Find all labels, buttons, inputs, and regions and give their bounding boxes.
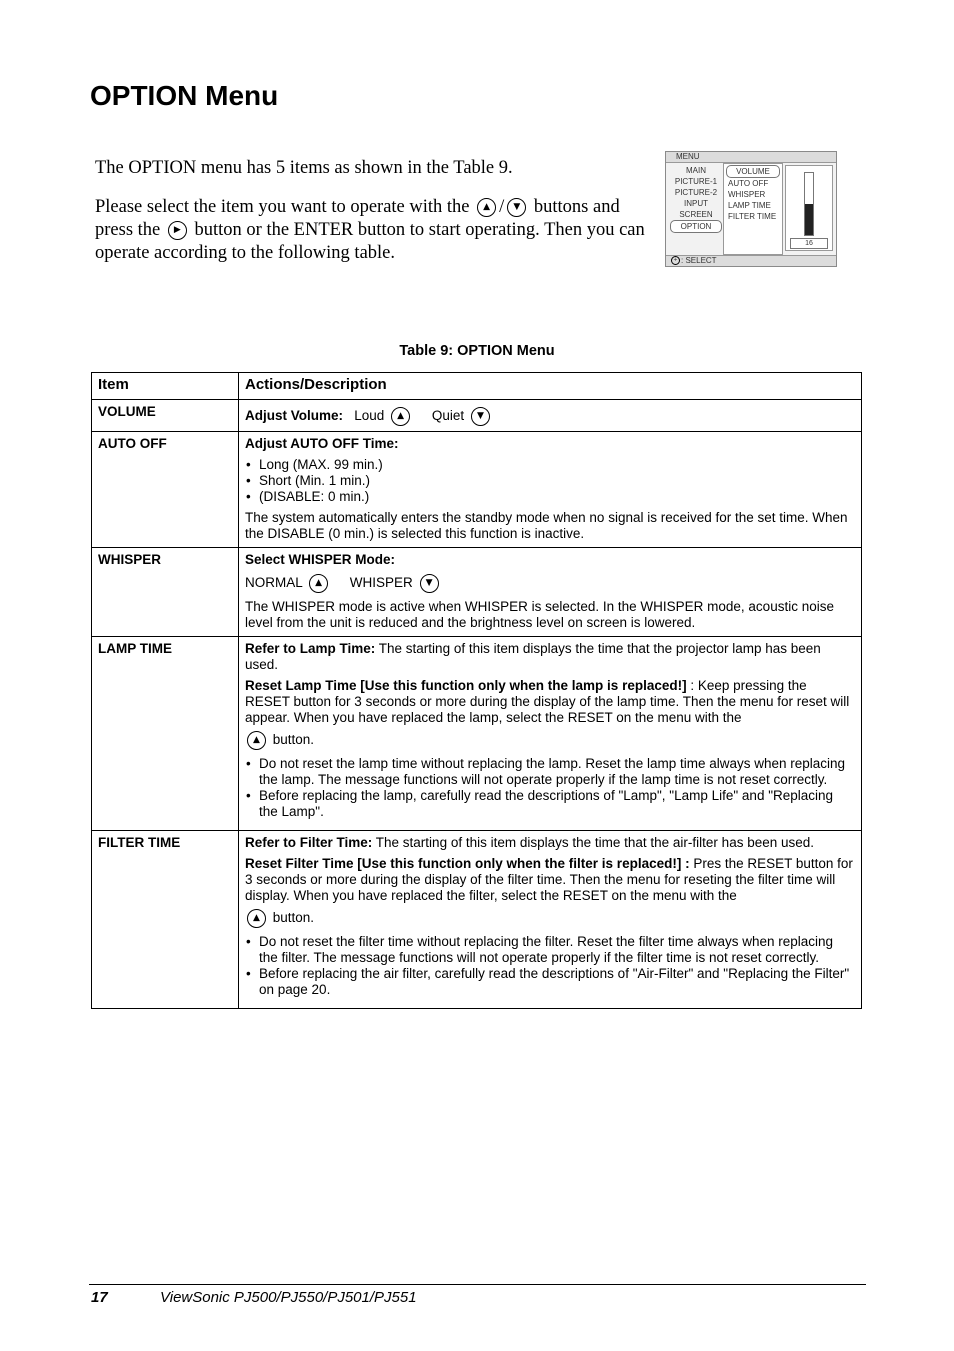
table-caption: Table 9: OPTION Menu bbox=[399, 343, 555, 359]
filter-reset-text: Pres the RESET button for 3 seconds or more during the display of the filter time. Then the menu for reseting the filter time will display. When you have replaced the filter, select the RESET on the menu with the bbox=[245, 856, 853, 903]
list-item: • Do not reset the lamp time without replacing the lamp. Reset the lamp time always when replacing the lamp. The message functions will not operate properly if the lamp time is not reset correctly. bbox=[245, 756, 855, 788]
up-arrow-circle-icon: ▲ bbox=[309, 574, 328, 593]
list-item: • Short (Min. 1 min.) bbox=[245, 473, 855, 489]
desc-volume bbox=[239, 400, 862, 432]
filter-ref-label: Refer to Filter Time: bbox=[245, 835, 373, 850]
lamp-button-word: button. bbox=[272, 732, 315, 748]
list-item: • Do not reset the filter time without replacing the filter. Reset the filter time always when replacing the filter. The message functions will not operate properly if the filter time is not reset correctly. bbox=[245, 934, 855, 966]
submenu-item-auto-off: AUTO OFF bbox=[728, 179, 769, 188]
list-item: • Long (MAX. 99 min.) bbox=[245, 457, 855, 473]
intro-text-a: Please select the item you want to operate with the bbox=[95, 197, 470, 217]
filter-button-word: button. bbox=[272, 910, 315, 926]
down-arrow-circle-icon: ▼ bbox=[507, 198, 526, 217]
table-row-volume bbox=[92, 400, 862, 432]
page-title: OPTION Menu bbox=[90, 80, 279, 111]
table-header-row bbox=[92, 373, 862, 400]
product-name: ViewSonic PJ500/PJ550/PJ501/PJ551 bbox=[160, 1289, 417, 1306]
item-filter-time: FILTER TIME bbox=[92, 831, 239, 1009]
right-arrow-circle-icon: ▶ bbox=[168, 221, 187, 240]
submenu-item-volume: VOLUME bbox=[726, 165, 780, 178]
page-number: 17 bbox=[91, 1289, 108, 1306]
menu-footer bbox=[666, 255, 836, 266]
loud-label: Loud bbox=[354, 408, 385, 424]
whisper-option-label: WHISPER bbox=[349, 575, 413, 591]
submenu-item-whisper: WHISPER bbox=[728, 190, 766, 199]
list-item: • Before replacing the lamp, carefully read the descriptions of "Lamp", "Lamp Life" and "Replacing the Lamp". bbox=[245, 788, 855, 820]
desc-auto-off bbox=[239, 432, 862, 548]
filter-time-list bbox=[245, 934, 855, 998]
header-actions: Actions/Description bbox=[239, 373, 862, 400]
lamp-reset-text: : Keep pressing the RESET button for 3 seconds or more during the display of the lamp time. Then the menu for reset will appear. When you have replaced the lamp, select the RESET on the menu with the bbox=[245, 678, 850, 725]
header-item: Item bbox=[92, 373, 239, 400]
volume-gauge-panel bbox=[785, 165, 833, 251]
table-row-lamp-time bbox=[92, 637, 862, 831]
table-row-filter-time bbox=[92, 831, 862, 1009]
up-arrow-circle-icon: ▲ bbox=[391, 407, 410, 426]
intro-paragraph-2 bbox=[95, 196, 645, 265]
menu-middle-column bbox=[723, 163, 783, 255]
menu-item-picture-1: PICTURE-1 bbox=[674, 177, 718, 186]
select-dpad-icon: + bbox=[671, 256, 680, 265]
intro-paragraph-1: The OPTION menu has 5 items as shown in the Table 9. bbox=[95, 158, 513, 178]
item-auto-off: AUTO OFF bbox=[92, 432, 239, 548]
intro-sep: / bbox=[499, 197, 505, 217]
lamp-ref-label: Refer to Lamp Time: bbox=[245, 641, 376, 656]
desc-filter-time bbox=[239, 831, 862, 1009]
filter-reset-label: Reset Filter Time [Use this function only when the filter is replaced!] : bbox=[245, 856, 690, 871]
option-menu-table bbox=[91, 372, 862, 1009]
submenu-item-lamp-time: LAMP TIME bbox=[728, 201, 771, 210]
item-volume: VOLUME bbox=[92, 400, 239, 432]
up-arrow-circle-icon: ▲ bbox=[247, 731, 266, 750]
volume-gauge-fill bbox=[805, 204, 813, 235]
auto-off-label: Adjust AUTO OFF Time: bbox=[245, 436, 399, 451]
item-lamp-time: LAMP TIME bbox=[92, 637, 239, 831]
menu-item-input: INPUT bbox=[684, 199, 708, 208]
up-arrow-circle-icon: ▲ bbox=[247, 909, 266, 928]
quiet-label: Quiet bbox=[431, 408, 465, 424]
menu-item-main: MAIN bbox=[686, 166, 706, 175]
up-arrow-circle-icon: ▲ bbox=[477, 198, 496, 217]
whisper-note: The WHISPER mode is active when WHISPER is selected. In the WHISPER mode, acoustic noise level from the unit is reduced and the brightness level on screen is lowered. bbox=[245, 599, 834, 630]
menu-header: MENU bbox=[666, 152, 836, 163]
lamp-ref-text: The starting of this item displays the time that the projector lamp has been used. bbox=[245, 641, 821, 672]
menu-item-picture-2: PICTURE-2 bbox=[674, 188, 718, 197]
volume-label: Adjust Volume: bbox=[245, 408, 344, 424]
lamp-time-list bbox=[245, 756, 855, 820]
down-arrow-circle-icon: ▼ bbox=[471, 407, 490, 426]
list-item: • (DISABLE: 0 min.) bbox=[245, 489, 855, 505]
desc-whisper bbox=[239, 548, 862, 637]
auto-off-note: The system automatically enters the standby mode when no signal is received for the set time. When the DISABLE (0 min.) is selected this function is inactive. bbox=[245, 510, 848, 541]
desc-lamp-time bbox=[239, 637, 862, 831]
menu-left-column bbox=[670, 165, 722, 233]
normal-label: NORMAL bbox=[245, 575, 303, 591]
auto-off-list bbox=[245, 457, 855, 505]
footer-divider bbox=[89, 1284, 866, 1285]
list-item: • Before replacing the air filter, carefully read the descriptions of "Air-Filter" and "Replacing the Filter" on page 20. bbox=[245, 966, 855, 998]
menu-footer-text: : SELECT bbox=[681, 256, 717, 265]
intro-text-c: button or the ENTER button to start operating. Then you can operate according to the following table. bbox=[95, 220, 645, 263]
item-whisper: WHISPER bbox=[92, 548, 239, 637]
whisper-label: Select WHISPER Mode: bbox=[245, 552, 396, 567]
lamp-reset-label: Reset Lamp Time [Use this function only when the lamp is replaced!] bbox=[245, 678, 687, 693]
menu-item-option: OPTION bbox=[670, 220, 722, 233]
intro-text-b: buttons and press the bbox=[95, 197, 620, 240]
submenu-item-filter-time: FILTER TIME bbox=[728, 212, 777, 221]
table-row-whisper bbox=[92, 548, 862, 637]
intro-text bbox=[95, 157, 645, 281]
volume-value: 16 bbox=[790, 238, 828, 249]
option-menu-screenshot bbox=[665, 151, 837, 267]
filter-ref-text: The starting of this item displays the time that the air-filter has been used. bbox=[372, 835, 815, 850]
menu-item-screen: SCREEN bbox=[679, 210, 713, 219]
down-arrow-circle-icon: ▼ bbox=[420, 574, 439, 593]
table-row-auto-off bbox=[92, 432, 862, 548]
volume-gauge bbox=[804, 172, 814, 236]
